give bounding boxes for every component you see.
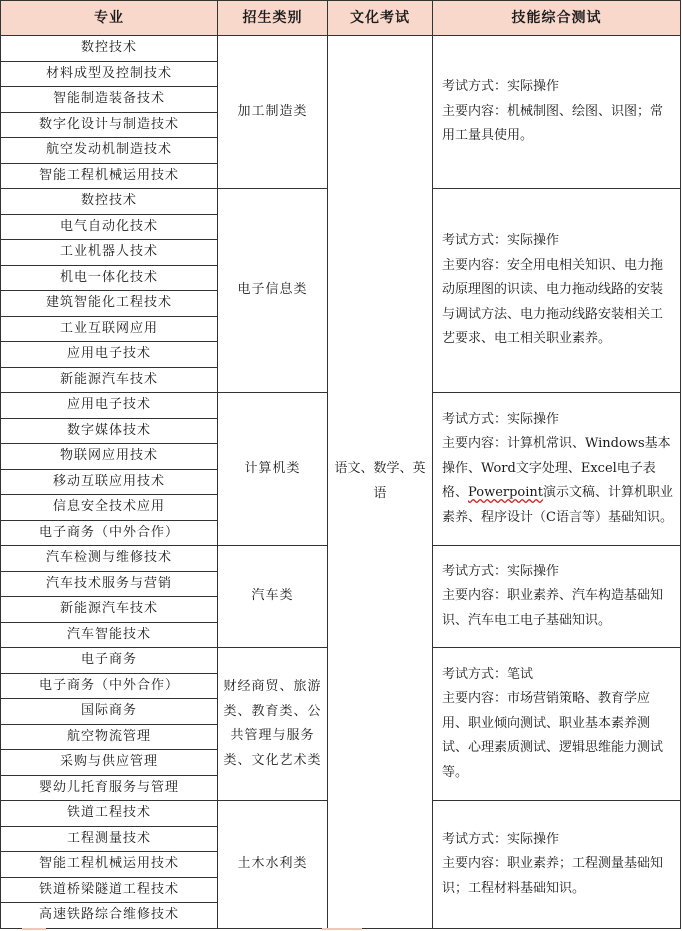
category-cell: 土木水利类 bbox=[218, 801, 328, 929]
culture-exam-cell: 语文、数学、英语 bbox=[328, 36, 433, 929]
major-cell: 应用电子技术 bbox=[1, 393, 218, 419]
category-cell: 加工制造类 bbox=[218, 36, 328, 189]
major-cell: 工业互联网应用 bbox=[1, 316, 218, 342]
major-cell: 物联网应用技术 bbox=[1, 444, 218, 470]
major-cell: 机电一体化技术 bbox=[1, 265, 218, 291]
major-cell: 汽车智能技术 bbox=[1, 622, 218, 648]
skill-content: 主要内容：机械制图、绘图、识图；常用工量具使用。 bbox=[442, 103, 664, 144]
header-category: 招生类别 bbox=[218, 1, 328, 36]
skill-test-cell bbox=[433, 801, 681, 929]
major-cell: 信息安全技术应用 bbox=[1, 495, 218, 521]
skill-method: 考试方式：笔试 bbox=[442, 666, 534, 682]
major-cell: 电子商务（中外合作） bbox=[1, 673, 218, 699]
category-cell: 财经商贸、旅游类、教育类、公共管理与服务类、文化艺术类 bbox=[218, 648, 328, 801]
major-cell: 电气自动化技术 bbox=[1, 214, 218, 240]
major-cell: 婴幼儿托育服务与管理 bbox=[1, 775, 218, 801]
skill-content: 主要内容：职业素养；工程测量基础知识；工程材料基础知识。 bbox=[442, 856, 664, 896]
skill-method: 考试方式：实际操作 bbox=[442, 233, 560, 249]
table-row bbox=[1, 36, 681, 62]
skill-content bbox=[442, 432, 674, 530]
footer-divider bbox=[22, 928, 46, 930]
major-cell: 智能工程机械运用技术 bbox=[1, 163, 218, 189]
skill-content: 主要内容：安全用电相关知识、电力拖动原理图的识读、电力拖动线路的安装与调试方法、电力拖动线路安装相关工艺要求、电工相关职业素养。 bbox=[442, 257, 664, 347]
major-cell: 电子商务（中外合作） bbox=[1, 520, 218, 546]
major-cell: 航空发动机制造技术 bbox=[1, 138, 218, 164]
skill-method: 考试方式：实际操作 bbox=[442, 563, 560, 579]
major-cell: 工程测量技术 bbox=[1, 826, 218, 852]
skill-content: 主要内容：职业素养、汽车构造基础知识、汽车电工电子基础知识。 bbox=[442, 588, 664, 628]
header-major: 专业 bbox=[1, 1, 218, 36]
major-cell: 国际商务 bbox=[1, 699, 218, 725]
major-cell: 新能源汽车技术 bbox=[1, 597, 218, 623]
major-cell: 应用电子技术 bbox=[1, 342, 218, 368]
skill-method: 考试方式：实际操作 bbox=[442, 831, 560, 847]
skill-content: 主要内容：市场营销策略、教育学应用、职业倾向测试、职业基本素养测试、心理素质测试、逻辑思维能力测试等。 bbox=[442, 691, 664, 780]
major-cell: 工业机器人技术 bbox=[1, 240, 218, 266]
skill-test-cell bbox=[433, 648, 681, 801]
major-cell: 铁道桥梁隧道工程技术 bbox=[1, 877, 218, 903]
major-cell: 航空物流管理 bbox=[1, 724, 218, 750]
major-cell: 数字化设计与制造技术 bbox=[1, 112, 218, 138]
skill-method: 考试方式：实际操作 bbox=[442, 79, 560, 95]
major-cell: 建筑智能化工程技术 bbox=[1, 291, 218, 317]
footer-divider bbox=[322, 928, 362, 930]
major-cell: 汽车技术服务与营销 bbox=[1, 571, 218, 597]
skill-test-cell bbox=[433, 189, 681, 393]
major-cell: 数字媒体技术 bbox=[1, 418, 218, 444]
skill-test-cell bbox=[433, 546, 681, 648]
major-cell: 采购与供应管理 bbox=[1, 750, 218, 776]
table-header-row bbox=[1, 1, 681, 36]
major-cell: 铁道工程技术 bbox=[1, 801, 218, 827]
header-culture-exam: 文化考试 bbox=[328, 1, 433, 36]
major-cell: 移动互联应用技术 bbox=[1, 469, 218, 495]
skill-test-cell bbox=[433, 393, 681, 546]
major-cell: 新能源汽车技术 bbox=[1, 367, 218, 393]
category-cell: 汽车类 bbox=[218, 546, 328, 648]
major-cell: 电子商务 bbox=[1, 648, 218, 674]
skill-content-part: 主要内容：计算机常识、Windows基本操作、Word文字处理、Excel电子表格、 bbox=[442, 436, 671, 501]
category-cell: 计算机类 bbox=[218, 393, 328, 546]
spellcheck-wavy-word: Powerpoint bbox=[468, 485, 544, 501]
major-cell: 高速铁路综合维修技术 bbox=[1, 903, 218, 929]
skill-content-part: 演示文稿、计算机职业素养、程序设计（C语言等）基础知识。 bbox=[442, 485, 674, 525]
skill-test-cell bbox=[433, 36, 681, 189]
major-cell: 智能工程机械运用技术 bbox=[1, 852, 218, 878]
major-cell: 汽车检测与维修技术 bbox=[1, 546, 218, 572]
category-cell: 电子信息类 bbox=[218, 189, 328, 393]
major-cell: 智能制造装备技术 bbox=[1, 87, 218, 113]
major-cell: 材料成型及控制技术 bbox=[1, 61, 218, 87]
major-cell: 数控技术 bbox=[1, 36, 218, 62]
header-skill-test: 技能综合测试 bbox=[433, 1, 681, 36]
skill-method: 考试方式：实际操作 bbox=[442, 411, 560, 427]
major-cell: 数控技术 bbox=[1, 189, 218, 215]
